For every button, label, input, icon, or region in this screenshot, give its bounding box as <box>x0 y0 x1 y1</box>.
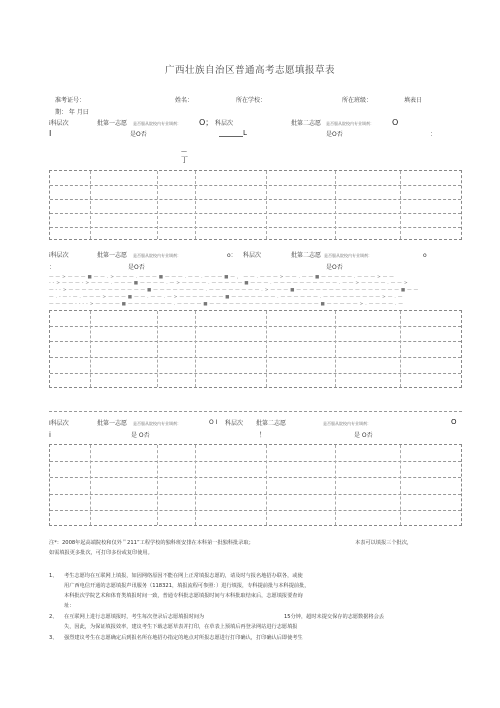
fill-date-label: 填表日 <box>404 97 423 104</box>
second-choice-label: 批第二志愿 <box>291 120 322 127</box>
second-choice-label: 批第二志愿 <box>291 252 322 259</box>
dash-row: — - - > — — — — — — — — — — — — ■ — — — — — — — — . — — — — — — — — . > — — — ■ — — — — — — — — — — — — — — — — ■ — — <box>49 288 419 293</box>
first-yes-no[interactable]: 是 O否 <box>131 432 150 439</box>
exam-number-label: 准考证号： <box>55 97 86 104</box>
page-title: 广西壮族自治区普通高考志愿填报草表 <box>164 65 335 76</box>
row-marker: i <box>49 431 51 439</box>
second-adjust-mark[interactable]: O <box>451 418 457 426</box>
note-line: 强烈建议考生在志愿确定后到报名所在地招办指定的地点对所报志愿进行打印确认，打印确认后即使考生 <box>64 635 303 641</box>
first-adjust-mark[interactable]: O； <box>199 118 214 127</box>
note-number: 1、 <box>49 573 58 579</box>
first-adjust-mark[interactable]: O I <box>209 419 218 426</box>
second-yes-no[interactable]: 是 O否 <box>354 432 373 439</box>
choice-grid-2 <box>49 310 462 388</box>
name-label: 姓名： <box>175 97 194 104</box>
note-line: 失，因此，为保证填报效率，建议考生下载志愿草表并打印，在草表上预填后再登录网站进行志愿填报 <box>64 624 298 630</box>
dash-row: — . - — - — . — — — > — — — ■ — — . — — . — > — — — — — — — ■ — — — — — — — . — — — — — — . — — — — — — — — — > — . — <box>49 295 403 300</box>
dash-row: — — > — — — ■ — — . > — — — . — — — ■ — — — . — — . — — — ■ — ， — — . — — — > — — . — — ■ — — — — — . — — — > — — <box>49 275 395 280</box>
underline <box>219 136 243 137</box>
second-adjust-hint: 是否服从院校内专业调剂： <box>323 421 371 426</box>
first-adjust-hint: 是否服从院校内专业调剂： <box>133 421 181 426</box>
footnote-line-2: 如需填报更多批次，可打印多份或复印使用。 <box>49 550 153 556</box>
first-yes-no[interactable]: 是O否 <box>130 131 147 138</box>
second-adjust-hint: 是否服从院校内专业调剂： <box>326 121 374 126</box>
first-adjust-mark[interactable]: o： <box>227 252 237 259</box>
first-choice-label: 批第一志愿 <box>97 120 128 127</box>
row-marker-l: L <box>243 129 247 137</box>
note-line-trailing: 15分钟，超时未提交保存的志愿数据将会丢 <box>284 614 384 620</box>
row-end-mark: ： <box>430 131 437 138</box>
first-choice-label: 批第一志愿 <box>97 252 128 259</box>
date-line: 期： 年 月曰 <box>55 109 89 116</box>
second-adjust-mark[interactable]: O <box>392 118 399 127</box>
note-line: 用广西电信开通的志愿填报声讯服务（118321，填报流程可参照：）进行填报，专科提前批与本科提前批， <box>64 583 310 589</box>
row-marker: ： <box>49 264 56 271</box>
note-number: 3、 <box>49 635 58 641</box>
second-yes-no[interactable]: 是O否 <box>326 264 343 271</box>
first-adjust-hint: 是否服从院校内专业调剂： <box>133 121 181 126</box>
second-adjust-mark[interactable]: o <box>423 252 427 259</box>
divider <box>49 411 462 412</box>
choice-grid-1 <box>49 170 462 240</box>
footnote-line-1a: 注*：2008年起高端院校和仅外＂211”工程学校的独科班安排在本科第一批独科批录取； <box>49 540 254 546</box>
batch-level-left: i科层次 <box>49 120 69 127</box>
second-yes-no[interactable]: 是O否 <box>326 131 343 138</box>
row-marker-bang: ！ <box>259 431 266 439</box>
row-marker: I <box>49 129 52 138</box>
second-adjust-hint: 是否服从院校内专业调剂： <box>324 253 372 258</box>
batch-level-right: 科层次 <box>215 120 234 127</box>
school-label: 所在学校： <box>236 97 267 104</box>
batch-level-right: 科层次 <box>243 252 262 259</box>
choice-grid-3 <box>49 444 462 526</box>
bracket-bottom: 丁 <box>181 156 188 164</box>
note-line: 考生志愿均在互联网上填报，如因网络原因不能在网上正常填报志愿的，请及时与报名地招办联各，或使 <box>64 573 303 579</box>
first-choice-label: 批第一志愿 <box>97 420 128 427</box>
note-line: 在互联网上进行志愿填报时，考生每次登录后志愿填报时间为 <box>64 614 205 620</box>
first-yes-no[interactable]: 是O否 <box>128 264 145 271</box>
first-adjust-hint: 是否服从院校内专业调剂： <box>133 253 181 258</box>
class-label: 所在班级： <box>342 97 373 104</box>
batch-level-left: i科层次 <box>49 252 69 259</box>
note-number: 2、 <box>49 614 58 620</box>
batch-level-left: I科层次 <box>49 420 69 427</box>
bracket-top: — <box>181 148 187 155</box>
batch-level-right: 科层次 <box>225 420 244 427</box>
second-choice-label: 批第二志愿 <box>256 420 287 427</box>
footnote-line-1b: 本表可以填报三个批次， <box>355 540 413 546</box>
dash-row: - - > — — — - > — — — . — — — ■ — — — — . — > — — — — . — — — — — ■ — — — . — — — — — — — — — — . — — > — — — — . — — > <box>49 281 408 286</box>
note-line: 址： <box>64 603 75 609</box>
note-line: 本科批次学院艺术和体育类填报时间一致，普通专科批志愿填报时间与本科批取结束后，志愿填报要查询 <box>64 593 303 599</box>
dash-row: — — — — - - - - > — — — — ■ — — — — — — — . — — — — ■ — — — — — — — — — — — — — — — — — ■ — — — — — > . — — — — . — <box>49 302 404 307</box>
